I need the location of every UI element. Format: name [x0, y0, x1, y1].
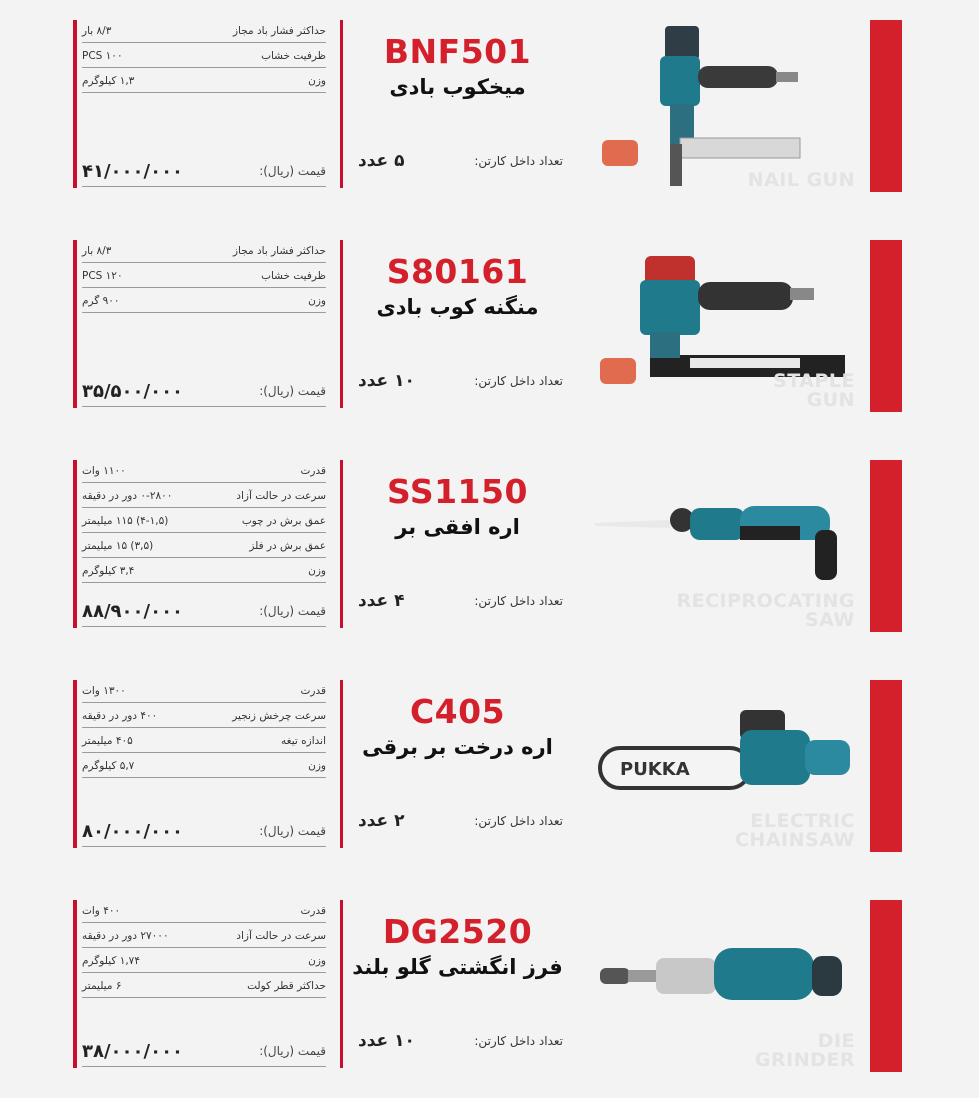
column-divider — [340, 680, 343, 848]
price-line — [82, 1036, 326, 1067]
product-name: اره درخت بر برقی — [362, 735, 553, 759]
spec-value: PCS ۱۰۰ — [82, 50, 123, 62]
spec-list — [82, 20, 326, 188]
spec-row — [82, 290, 326, 313]
left-accent-bar — [73, 900, 77, 1068]
column-divider — [340, 460, 343, 628]
left-accent-bar — [73, 460, 77, 628]
tool-label-line: STAPLE — [773, 370, 855, 392]
price-label: قیمت (ریال): — [259, 384, 326, 398]
spec-list — [82, 460, 326, 628]
spec-label: قدرت — [300, 465, 326, 477]
carton-count: ۱۰ عدد — [358, 371, 415, 391]
spec-row — [82, 45, 326, 68]
price-value: ۴۱/۰۰۰/۰۰۰ — [82, 160, 184, 182]
spec-label: وزن — [308, 565, 326, 577]
price-label: قیمت (ریال): — [259, 164, 326, 178]
spec-row — [82, 460, 326, 483]
tool-label-line: NAIL GUN — [747, 169, 855, 191]
tool-image-area — [590, 20, 865, 192]
nail-gun-image — [590, 20, 865, 192]
left-accent-bar — [73, 240, 77, 408]
carton-label: تعداد داخل کارتن: — [474, 814, 563, 828]
spec-row — [82, 975, 326, 998]
spec-value: ۰-۲۸۰۰ دور در دقیقه — [82, 490, 173, 502]
model-number: C405 — [409, 692, 506, 731]
spec-value: (۴-۱,۵) ۱۱۵ میلیمتر — [82, 515, 169, 527]
tool-label-line: RECIPROCATING — [676, 590, 855, 612]
product-name: اره افقی بر — [395, 515, 520, 539]
carton-label: تعداد داخل کارتن: — [474, 594, 563, 608]
carton-count: ۲ عدد — [358, 811, 405, 831]
left-accent-bar — [73, 20, 77, 188]
tool-label-line: SAW — [805, 609, 855, 631]
carton-count: ۴ عدد — [358, 591, 405, 611]
price-label: قیمت (ریال): — [259, 1044, 326, 1058]
tool-image-area — [590, 900, 865, 1072]
carton-line — [358, 366, 563, 396]
spec-row — [82, 950, 326, 973]
spec-value: ۱۱۰۰ وات — [82, 465, 126, 477]
tool-image-area — [590, 680, 865, 852]
right-accent-bar — [870, 680, 902, 852]
spec-row — [82, 680, 326, 703]
tool-image-area — [590, 460, 865, 632]
product-info — [350, 900, 565, 1068]
spec-label: وزن — [308, 295, 326, 307]
spec-label: سرعت در حالت آزاد — [236, 490, 326, 502]
product-info — [350, 20, 565, 188]
spec-row — [82, 485, 326, 508]
column-divider — [340, 20, 343, 188]
spec-value: ۶ میلیمتر — [82, 980, 122, 992]
spec-row — [82, 900, 326, 923]
right-accent-bar — [870, 240, 902, 412]
product-info — [350, 240, 565, 408]
tool-label — [735, 812, 855, 850]
spec-label: قدرت — [300, 685, 326, 697]
spec-value: ۸/۳ بار — [82, 245, 112, 257]
price-line — [82, 596, 326, 627]
product-name: فرز انگشتی گلو بلند — [352, 955, 563, 979]
product-row — [0, 460, 979, 632]
product-row — [0, 900, 979, 1072]
spec-label: حداکثر فشار باد مجاز — [232, 245, 326, 257]
spec-label: ظرفیت خشاب — [261, 50, 326, 62]
tool-label — [748, 171, 855, 190]
carton-label: تعداد داخل کارتن: — [474, 1034, 563, 1048]
spec-row — [82, 705, 326, 728]
price-value: ۸۸/۹۰۰/۰۰۰ — [82, 600, 184, 622]
spec-label: حداکثر فشار باد مجاز — [232, 25, 326, 37]
spec-value: ۱,۷۴ کیلوگرم — [82, 955, 140, 967]
spec-row — [82, 20, 326, 43]
chain-brand-text: PUKKA — [620, 759, 690, 780]
tool-label — [676, 592, 855, 630]
spec-value: ۱۳۰۰ وات — [82, 685, 126, 697]
right-accent-bar — [870, 460, 902, 632]
spec-value: ۹۰۰ گرم — [82, 295, 120, 307]
tool-label-line: DIE — [817, 1030, 855, 1052]
spec-value: ۴۰۰ دور در دقیقه — [82, 710, 158, 722]
price-value: ۳۵/۵۰۰/۰۰۰ — [82, 380, 184, 402]
spec-value: ۸/۳ بار — [82, 25, 112, 37]
right-accent-bar — [870, 20, 902, 192]
spec-label: عمق برش در چوب — [241, 515, 326, 527]
spec-label: اندازه تیغه — [281, 735, 326, 747]
tool-image-area — [590, 240, 865, 412]
spec-value: PCS ۱۲۰ — [82, 270, 123, 282]
model-number: BNF501 — [383, 32, 532, 71]
tool-label-line: ELECTRIC — [750, 810, 855, 832]
spec-row — [82, 510, 326, 533]
spec-value: ۱,۳ کیلوگرم — [82, 75, 135, 87]
spec-row — [82, 70, 326, 93]
spec-value: (۳,۵) ۱۵ میلیمتر — [82, 540, 154, 552]
product-name: میخکوب بادی — [389, 75, 526, 99]
spec-label: وزن — [308, 75, 326, 87]
spec-value: ۳,۴ کیلوگرم — [82, 565, 135, 577]
product-row — [0, 20, 979, 192]
spec-label: سرعت در حالت آزاد — [236, 930, 326, 942]
product-name: منگنه کوب بادی — [376, 295, 539, 319]
spec-row — [82, 560, 326, 583]
spec-value: ۴۰۰ وات — [82, 905, 121, 917]
carton-line — [358, 586, 563, 616]
price-line — [82, 156, 326, 187]
spec-row — [82, 925, 326, 948]
price-line — [82, 816, 326, 847]
spec-row — [82, 240, 326, 263]
tool-label — [755, 1032, 855, 1070]
product-row — [0, 680, 979, 852]
column-divider — [340, 240, 343, 408]
spec-list — [82, 240, 326, 408]
spec-label: سرعت چرخش زنجیر — [232, 710, 326, 722]
spec-row — [82, 535, 326, 558]
left-accent-bar — [73, 680, 77, 848]
tool-label-line: GRINDER — [754, 1049, 855, 1071]
carton-line — [358, 1026, 563, 1056]
model-number: S80161 — [386, 252, 529, 291]
spec-value: ۴۰۵ میلیمتر — [82, 735, 133, 747]
price-label: قیمت (ریال): — [259, 604, 326, 618]
price-line — [82, 376, 326, 407]
carton-count: ۱۰ عدد — [358, 1031, 415, 1051]
model-number: SS1150 — [387, 472, 528, 511]
right-accent-bar — [870, 900, 902, 1072]
tool-label — [773, 372, 855, 410]
product-info — [350, 680, 565, 848]
column-divider — [340, 900, 343, 1068]
spec-list — [82, 900, 326, 1068]
carton-count: ۵ عدد — [358, 151, 405, 171]
price-label: قیمت (ریال): — [259, 824, 326, 838]
spec-row — [82, 265, 326, 288]
spec-value: ۲۷۰۰۰ دور در دقیقه — [82, 930, 169, 942]
spec-row — [82, 730, 326, 753]
spec-label: عمق برش در فلز — [249, 540, 326, 552]
product-row — [0, 240, 979, 412]
spec-label: ظرفیت خشاب — [261, 270, 326, 282]
price-value: ۸۰/۰۰۰/۰۰۰ — [82, 820, 184, 842]
spec-list — [82, 680, 326, 848]
spec-label: قدرت — [300, 905, 326, 917]
carton-label: تعداد داخل کارتن: — [474, 154, 563, 168]
spec-value: ۵,۷ کیلوگرم — [82, 760, 135, 772]
carton-label: تعداد داخل کارتن: — [474, 374, 563, 388]
spec-label: وزن — [308, 955, 326, 967]
price-value: ۳۸/۰۰۰/۰۰۰ — [82, 1040, 184, 1062]
product-info — [350, 460, 565, 628]
tool-label-line: CHAINSAW — [734, 829, 855, 851]
carton-line — [358, 146, 563, 176]
carton-line — [358, 806, 563, 836]
model-number: DG2520 — [382, 912, 533, 951]
spec-label: وزن — [308, 760, 326, 772]
spec-label: حداکثر قطر کولت — [247, 980, 326, 992]
spec-row — [82, 755, 326, 778]
tool-label-line: GUN — [806, 389, 855, 411]
